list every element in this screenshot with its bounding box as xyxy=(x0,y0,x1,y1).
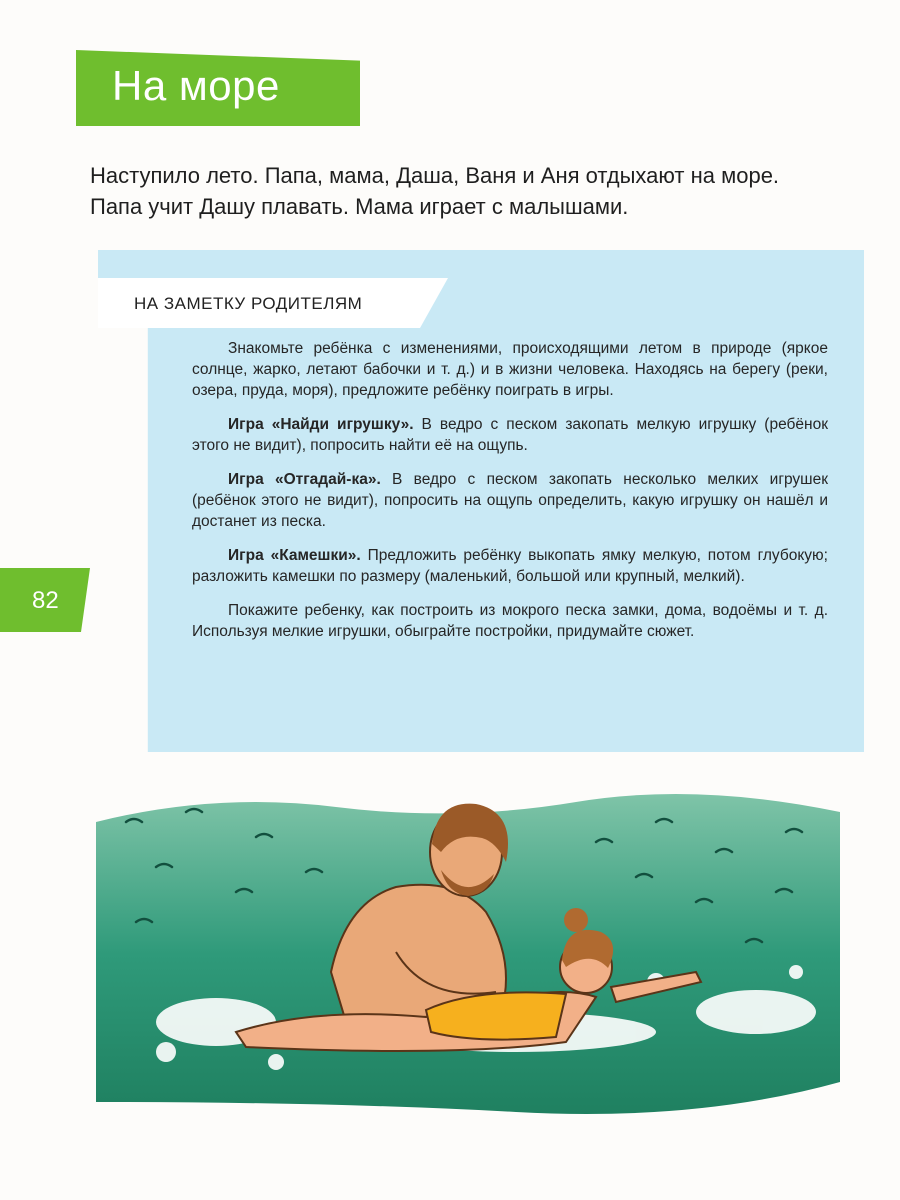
note-paragraph-game3 xyxy=(192,545,828,587)
intro-line-2: Папа учит Дашу плавать. Мама играет с малышами. xyxy=(90,194,629,219)
sea-swimming-illustration xyxy=(96,782,840,1128)
note-body xyxy=(192,338,828,655)
note-paragraph-sand: Покажите ребенку, как построить из мокрого песка замки, дома, водоёмы и т. д. Используя мелкие игрушки, обыграйте постройки, придумайте сюжет. xyxy=(192,602,828,640)
game2-text: В ведро с песком закопать несколько мелких игрушек (ребёнок этого не видит), попросить на ощупь определить, какую игрушку он нашёл и достанет из песка. xyxy=(192,471,828,530)
game1-text: В ведро с песком закопать мелкую игрушку (ребёнок этого не видит), попросить найти её на ощупь. xyxy=(192,416,828,454)
page-number: 82 xyxy=(32,587,59,614)
intro-text xyxy=(90,160,880,222)
note-paragraph-intro: Знакомьте ребёнка с изменениями, происходящими летом в природе (яркое солнце, жарко, летают бабочки и т. д.) и в жизни человека. Находясь на берегу (реки, озера, пруда, моря), предложите ребёнку поиграть в игры. xyxy=(192,340,828,399)
note-paragraph-game1 xyxy=(192,414,828,456)
page-title: На море xyxy=(112,62,280,109)
intro-line-1: Наступило лето. Папа, мама, Даша, Ваня и Аня отдыхают на море. xyxy=(90,163,780,188)
game2-title: Игра «Отгадай-ка». xyxy=(228,471,381,488)
game3-text: Предложить ребёнку выкопать ямку мелкую, потом глубокую; разложить камешки по размеру (маленький, большой или крупный, мелкий). xyxy=(192,547,828,585)
note-paragraph-game2 xyxy=(192,469,828,532)
game3-title: Игра «Камешки». xyxy=(228,547,361,564)
game1-title: Игра «Найди игрушку». xyxy=(228,416,414,433)
note-heading: НА ЗАМЕТКУ РОДИТЕЛЯМ xyxy=(134,294,363,313)
